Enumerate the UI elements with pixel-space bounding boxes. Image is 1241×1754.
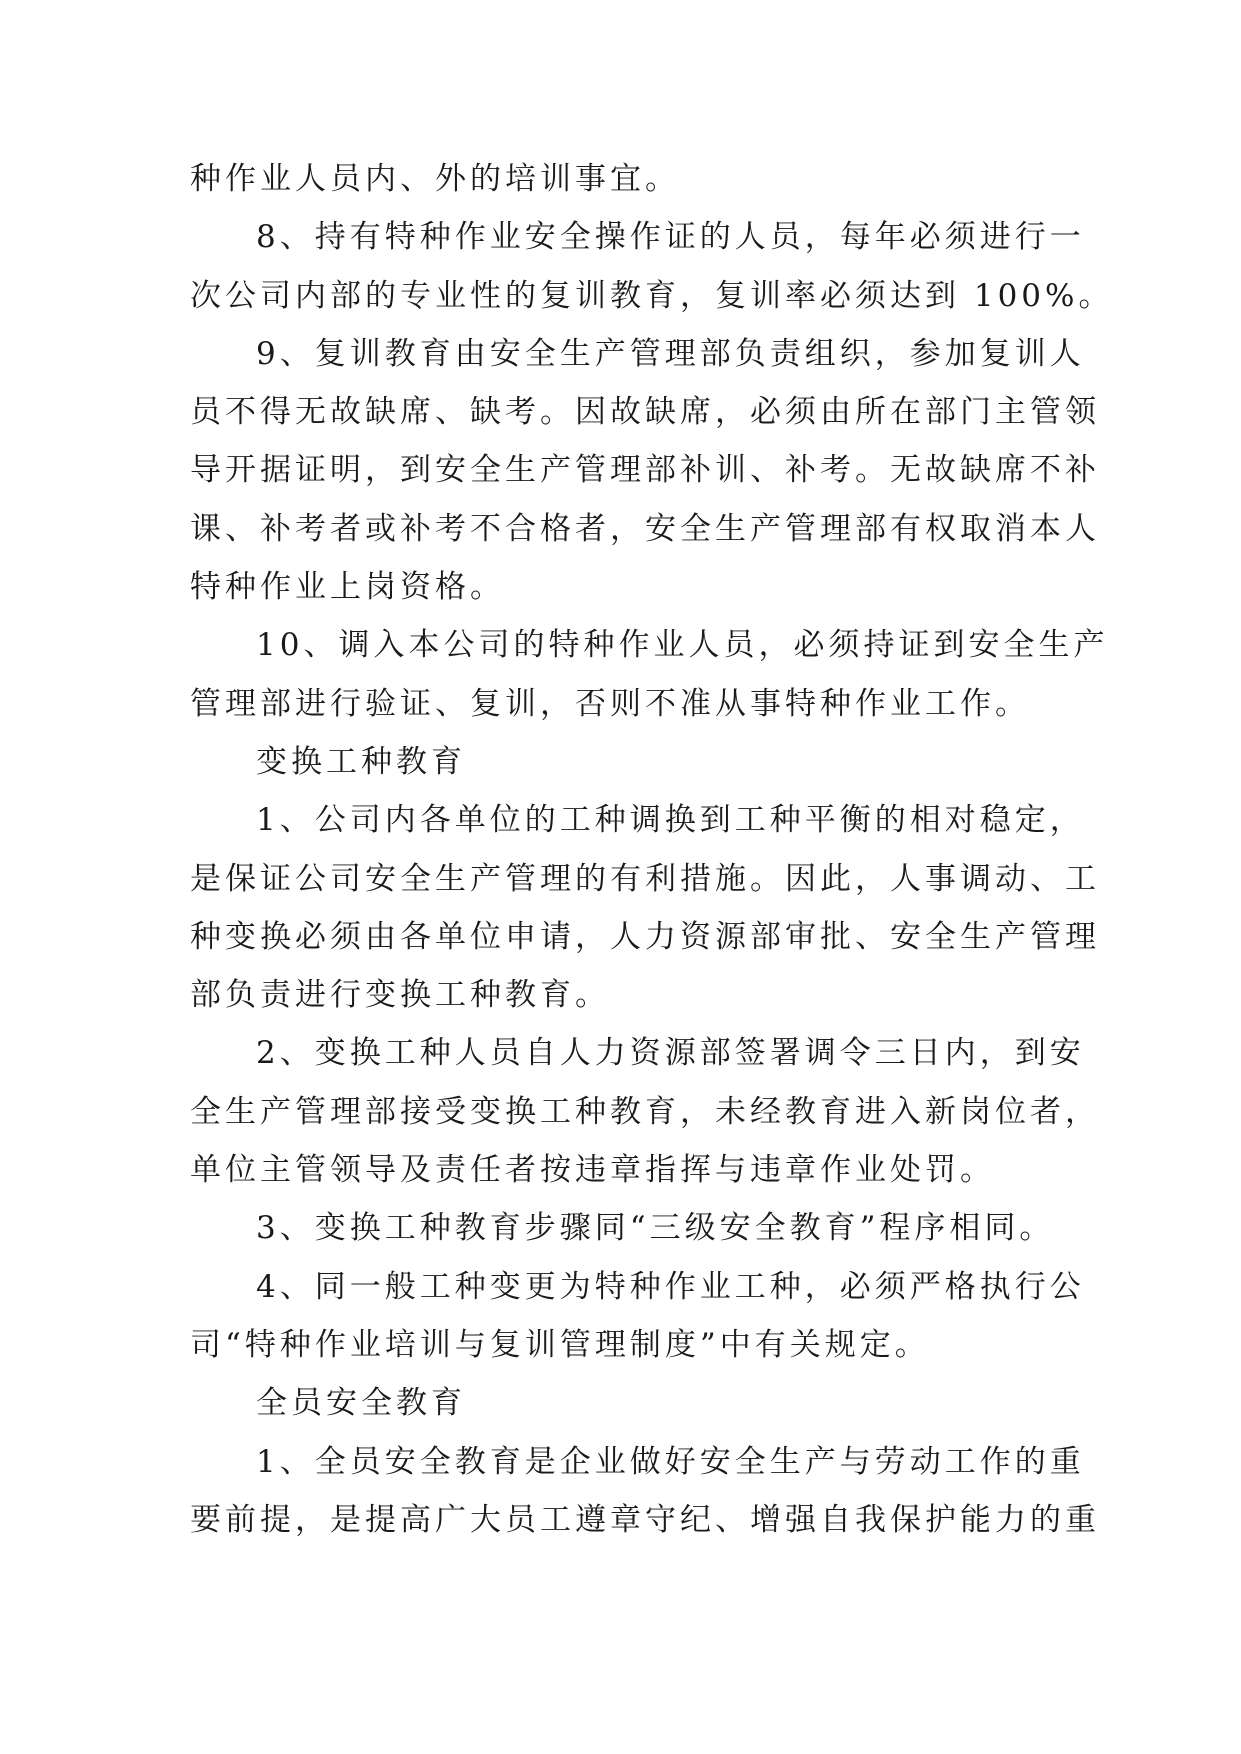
text-line: 1、全员安全教育是企业做好安全生产与劳动工作的重 — [256, 1443, 1085, 1480]
text-line: 9、复训教育由安全生产管理部负责组织，参加复训人 — [256, 335, 1085, 372]
text-line: 员不得无故缺席、缺考。因故缺席，必须由所在部门主管领 — [190, 394, 1100, 431]
text-line: 导开据证明，到安全生产管理部补训、补考。无故缺席不补 — [190, 452, 1100, 489]
text-line: 司“特种作业培训与复训管理制度”中有关规定。 — [190, 1326, 930, 1363]
text-line: 是保证公司安全生产管理的有利措施。因此，人事调动、工 — [190, 860, 1100, 897]
text-line: 10、调入本公司的特种作业人员，必须持证到安全生产 — [256, 627, 1109, 664]
text-line: 全生产管理部接受变换工种教育，未经教育进入新岗位者， — [190, 1093, 1100, 1130]
text-line: 1、公司内各单位的工种调换到工种平衡的相对稳定， — [256, 802, 1085, 839]
section-heading: 全员安全教育 — [256, 1385, 466, 1422]
text-line: 课、补考者或补考不合格者，安全生产管理部有权取消本人 — [190, 510, 1100, 547]
text-line: 要前提，是提高广大员工遵章守纪、增强自我保护能力的重 — [190, 1501, 1100, 1538]
text-line: 2、变换工种人员自人力资源部签署调令三日内，到安 — [256, 1035, 1085, 1072]
section-heading: 变换工种教育 — [256, 743, 466, 780]
text-line: 次公司内部的专业性的复训教育，复训率必须达到 100%。 — [190, 277, 1114, 314]
text-line: 3、变换工种教育步骤同“三级安全教育”程序相同。 — [256, 1210, 1055, 1247]
body-text — [190, 150, 1114, 1549]
text-line: 种变换必须由各单位申请，人力资源部审批、安全生产管理 — [190, 918, 1100, 955]
text-line: 种作业人员内、外的培训事宜。 — [190, 161, 680, 197]
text-line: 特种作业上岗资格。 — [190, 569, 505, 606]
text-line: 单位主管领导及责任者按违章指挥与违章作业处罚。 — [190, 1152, 995, 1189]
text-line: 4、同一般工种变更为特种作业工种，必须严格执行公 — [256, 1268, 1085, 1305]
text-line: 管理部进行验证、复训，否则不准从事特种作业工作。 — [190, 685, 1030, 722]
text-line: 8、持有特种作业安全操作证的人员，每年必须进行一 — [256, 219, 1085, 256]
text-line: 部负责进行变换工种教育。 — [190, 977, 610, 1014]
